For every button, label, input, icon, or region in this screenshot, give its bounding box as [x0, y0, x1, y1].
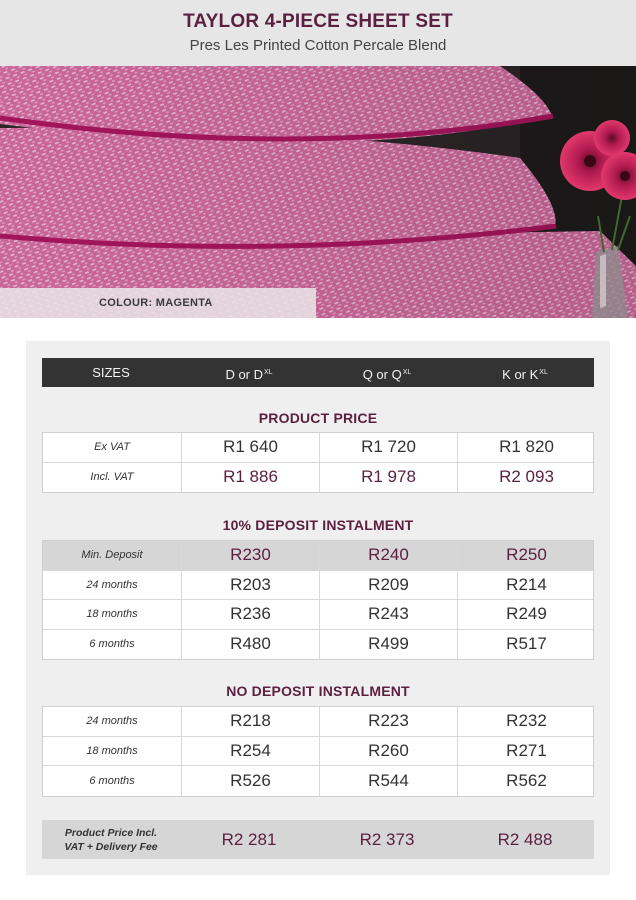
- size-queen-sup: XL: [402, 369, 412, 376]
- price-double: R236: [181, 600, 319, 629]
- price-king: R249: [457, 600, 595, 629]
- size-king: [456, 358, 594, 387]
- row-label: 18 months: [86, 744, 138, 757]
- table-row: [43, 766, 593, 796]
- row-label: 6 months: [89, 774, 135, 787]
- no-deposit-instalment-title: NO DEPOSIT INSTALMENT: [226, 683, 410, 699]
- table-row: [43, 571, 593, 601]
- price-queen: R240: [319, 541, 457, 570]
- price-queen: R499: [319, 630, 457, 660]
- product-subtitle: Pres Les Printed Cotton Percale Blend: [189, 37, 447, 54]
- price-queen: R223: [319, 707, 457, 736]
- size-double: [180, 358, 318, 387]
- row-label: 24 months: [86, 578, 138, 591]
- size-king-sup: XL: [539, 369, 548, 376]
- size-king-label: K or K: [502, 367, 539, 382]
- price-double: R230: [181, 541, 319, 570]
- total-label-line2: VAT + Delivery Fee: [64, 840, 158, 853]
- product-photo: [0, 66, 636, 318]
- total-king: R2 488: [497, 829, 553, 849]
- price-king: R2 093: [457, 463, 595, 493]
- size-double-sup: XL: [264, 369, 273, 376]
- table-row: [43, 433, 593, 463]
- price-king: R250: [457, 541, 595, 570]
- row-label: 18 months: [86, 608, 138, 621]
- price-double: R1 886: [181, 463, 319, 493]
- price-king: R214: [457, 571, 595, 600]
- table-row: [43, 600, 593, 630]
- price-king: R562: [457, 766, 595, 796]
- colour-label-bar: [0, 288, 316, 318]
- size-double-label: D or D: [225, 367, 263, 382]
- price-queen: R544: [319, 766, 457, 796]
- size-queen-label: Q or Q: [362, 367, 402, 382]
- price-queen: R1 978: [319, 463, 457, 493]
- deposit-instalment-table: [42, 540, 594, 660]
- row-label: 24 months: [86, 715, 138, 728]
- price-king: R517: [457, 630, 595, 660]
- no-deposit-instalment-table: [42, 706, 594, 797]
- sizes-header: [42, 358, 594, 387]
- total-queen: R2 373: [359, 829, 415, 849]
- price-double: R480: [181, 630, 319, 660]
- product-price-table: [42, 432, 594, 493]
- product-price-title: PRODUCT PRICE: [258, 410, 378, 426]
- price-king: R232: [457, 707, 595, 736]
- total-price-row: [42, 820, 594, 859]
- row-label: Ex VAT: [94, 441, 130, 454]
- table-row: [43, 707, 593, 737]
- row-label: Min. Deposit: [81, 549, 143, 562]
- price-double: R254: [181, 737, 319, 766]
- price-queen: R1 720: [319, 433, 457, 462]
- price-queen: R209: [319, 571, 457, 600]
- table-row: [43, 737, 593, 767]
- row-label: Incl. VAT: [90, 471, 134, 484]
- price-queen: R260: [319, 737, 457, 766]
- price-king: R271: [457, 737, 595, 766]
- table-row: [43, 463, 593, 493]
- total-label-line1: Product Price Incl.: [64, 826, 158, 839]
- price-queen: R243: [319, 600, 457, 629]
- deposit-instalment-title: 10% DEPOSIT INSTALMENT: [222, 517, 414, 533]
- price-king: R1 820: [457, 433, 595, 462]
- size-queen: [318, 358, 456, 387]
- table-row: [43, 541, 593, 571]
- total-label: [42, 820, 180, 859]
- colour-label: COLOUR: MAGENTA: [99, 297, 213, 309]
- price-double: R526: [181, 766, 319, 796]
- total-double: R2 281: [221, 829, 277, 849]
- price-double: R1 640: [181, 433, 319, 462]
- header: [0, 0, 636, 66]
- table-row: [43, 630, 593, 660]
- price-double: R218: [181, 707, 319, 736]
- product-title: TAYLOR 4-PIECE SHEET SET: [183, 11, 453, 32]
- row-label: 6 months: [89, 638, 135, 651]
- pillow-sheet-photo-icon: [0, 66, 636, 318]
- sizes-label: SIZES: [92, 365, 130, 380]
- price-double: R203: [181, 571, 319, 600]
